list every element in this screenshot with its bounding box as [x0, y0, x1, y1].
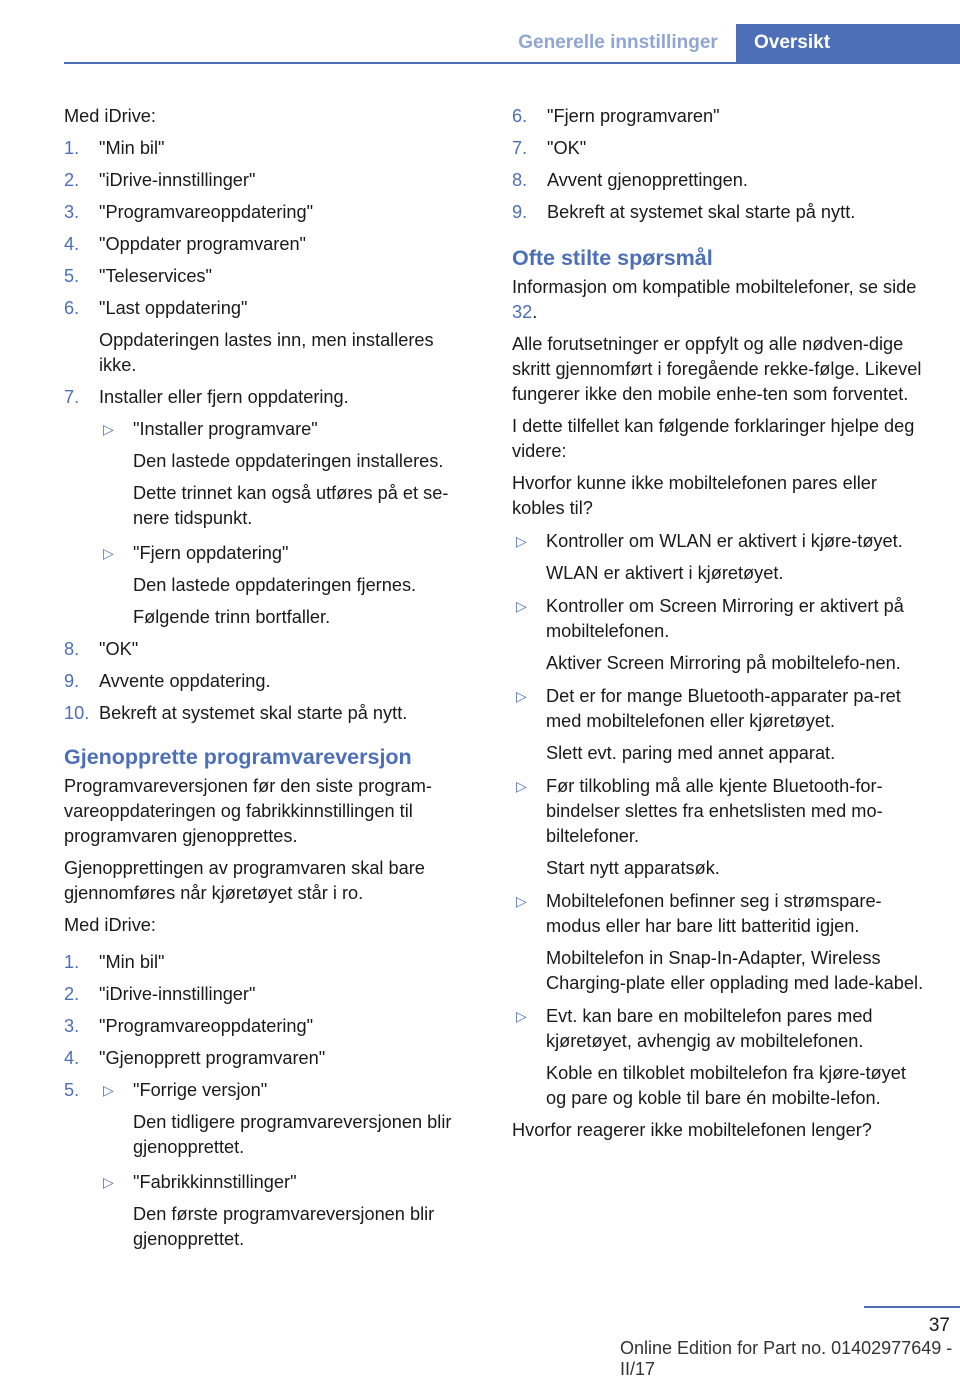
question-text: Hvorfor kunne ikke mobiltelefonen pares eller kobles til?	[512, 473, 877, 518]
edition-line: Online Edition for Part no. 01402977649 - II/17	[620, 1338, 953, 1379]
triangle-bullet-icon: ▷	[516, 778, 527, 794]
step-number: 9.	[64, 671, 80, 691]
paragraph: I dette tilfellet kan følgende forklaringer hjelpe deg videre:	[512, 416, 915, 461]
intro-text: Med iDrive:	[64, 915, 156, 935]
triangle-bullet-icon: ▷	[103, 421, 114, 437]
bullet-text: Kontroller om Screen Mirroring er aktivert på mobiltelefonen.	[546, 596, 904, 641]
step-number: 8.	[64, 639, 80, 659]
step-number: 5.	[64, 266, 80, 286]
paragraph: Gjenopprettingen av programvaren skal bare gjennomføres når kjøretøyet står i ro.	[64, 858, 425, 903]
list-item	[64, 669, 476, 694]
step-text: "Last oppdatering"	[99, 298, 248, 318]
step-text: "Programvareoppdatering"	[99, 202, 314, 222]
section-heading: Gjenopprette programvareversjon	[64, 745, 412, 769]
bullet-item	[512, 684, 924, 766]
bullet-item	[512, 529, 924, 586]
update-steps-list	[64, 136, 476, 726]
step-number: 9.	[512, 202, 528, 222]
bullet-item	[512, 774, 924, 881]
step-note: Oppdateringen lastes inn, men installeres ikke.	[99, 330, 434, 375]
step-text: "Oppdater programvaren"	[99, 234, 307, 254]
list-item	[512, 200, 924, 225]
bullet-item	[99, 1170, 476, 1252]
right-column	[512, 104, 924, 1150]
step-number: 6.	[64, 298, 80, 318]
bullet-text: Det er for mange Bluetooth-apparater pa-ret med mobiltelefonen eller kjøretøyet.	[546, 686, 901, 731]
paragraph: Programvareversjonen før den siste program-vareoppdateringen og fabrikkinnstillingen til programvaren gjenopprettes.	[64, 776, 432, 846]
step-number: 3.	[64, 202, 80, 222]
footer-rule	[864, 1306, 960, 1308]
bullet-note: Den første programvareversjonen blir gjenopprettet.	[133, 1204, 435, 1249]
bullet-text: Evt. kan bare en mobiltelefon pares med kjøretøyet, avhengig av mobiltelefonen.	[546, 1006, 873, 1051]
list-item	[64, 264, 476, 289]
bullet-item	[99, 1078, 476, 1160]
step-text: "Min bil"	[99, 952, 165, 972]
step-text: "Min bil"	[99, 138, 165, 158]
header-section-label: Generelle innstillinger	[518, 32, 718, 53]
list-item	[64, 1078, 476, 1252]
bullet-note: Den lastede oppdateringen fjernes.	[133, 575, 417, 595]
triangle-bullet-icon: ▷	[103, 1082, 114, 1098]
section-heading: Ofte stilte spørsmål	[512, 246, 713, 270]
triangle-bullet-icon: ▷	[516, 688, 527, 704]
bullet-item	[99, 541, 476, 630]
triangle-bullet-icon: ▷	[516, 533, 527, 549]
triangle-bullet-icon: ▷	[516, 598, 527, 614]
list-item	[64, 136, 476, 161]
restore-steps-continued	[512, 104, 924, 225]
bullet-text: Mobiltelefonen befinner seg i strømspare-modus eller har bare litt batteritid igjen.	[546, 891, 882, 936]
bullet-item	[512, 1004, 924, 1111]
bullet-item	[512, 889, 924, 996]
list-item	[64, 950, 476, 975]
step-text: "iDrive-innstillinger"	[99, 170, 256, 190]
page-reference-link[interactable]: 32	[512, 302, 533, 322]
step-number: 1.	[64, 952, 80, 972]
triangle-bullet-icon: ▷	[516, 893, 527, 909]
header-rule	[64, 62, 960, 64]
left-column	[64, 104, 476, 1259]
step-number: 7.	[64, 387, 80, 407]
list-item	[64, 1014, 476, 1039]
bullet-text: "Installer programvare"	[133, 419, 318, 439]
list-item	[512, 104, 924, 129]
step-text: "Teleservices"	[99, 266, 212, 286]
step-text: "Gjenopprett programvaren"	[99, 1048, 326, 1068]
troubleshooting-list	[512, 529, 924, 1111]
bullet-note: Dette trinnet kan også utføres på et se-nere tidspunkt.	[133, 483, 449, 528]
paragraph	[512, 275, 924, 325]
list-item	[64, 701, 476, 726]
list-item	[64, 296, 476, 378]
step-number: 1.	[64, 138, 80, 158]
triangle-bullet-icon: ▷	[103, 1174, 114, 1190]
paragraph-text: Informasjon om kompatible mobiltelefoner, se side	[512, 277, 917, 297]
step-text: Bekreft at systemet skal starte på nytt.	[547, 202, 856, 222]
list-item	[64, 385, 476, 630]
step-text: "iDrive-innstillinger"	[99, 984, 256, 1004]
bullet-text: "Fabrikkinnstillinger"	[133, 1172, 297, 1192]
bullet-note: WLAN er aktivert i kjøretøyet.	[546, 563, 784, 583]
triangle-bullet-icon: ▷	[516, 1008, 527, 1024]
paragraph: Alle forutsetninger er oppfylt og alle nødven-dige skritt gjennomført i foregående rekke-følge. Likevel fungerer ikke den mobile enhe-ten som forventet.	[512, 334, 922, 404]
triangle-bullet-icon: ▷	[103, 545, 114, 561]
step-text: Avvente oppdatering.	[99, 671, 271, 691]
step-text: "Programvareoppdatering"	[99, 1016, 314, 1036]
step-text: "OK"	[547, 138, 587, 158]
bullet-note: Start nytt apparatsøk.	[546, 858, 720, 878]
bullet-text: Kontroller om WLAN er aktivert i kjøre-tøyet.	[546, 531, 903, 551]
list-item	[512, 168, 924, 193]
bullet-text: "Forrige versjon"	[133, 1080, 268, 1100]
bullet-text: Før tilkobling må alle kjente Bluetooth-for-bindelser slettes fra enhetslisten med mo-biltelefoner.	[546, 776, 883, 846]
bullet-note: Den lastede oppdateringen installeres.	[133, 451, 444, 471]
bullet-note: Koble en tilkoblet mobiltelefon fra kjøre-tøyet og pare og koble til bare én mobilte-lefon.	[546, 1063, 906, 1108]
step-text: "OK"	[99, 639, 139, 659]
step-number: 5.	[64, 1080, 80, 1100]
bullet-note: Den tidligere programvareversjonen blir gjenopprettet.	[133, 1112, 452, 1157]
restore-steps-list	[64, 950, 476, 1252]
list-item	[512, 136, 924, 161]
bullet-note: Følgende trinn bortfaller.	[133, 607, 331, 627]
bullet-text: "Fjern oppdatering"	[133, 543, 289, 563]
step-number: 7.	[512, 138, 528, 158]
intro-text: Med iDrive:	[64, 106, 156, 126]
step-text: Avvent gjenopprettingen.	[547, 170, 748, 190]
list-item	[64, 1046, 476, 1071]
step-text: "Fjern programvaren"	[547, 106, 720, 126]
list-item	[64, 637, 476, 662]
page-number: 37	[928, 1315, 950, 1336]
step-number: 4.	[64, 1048, 80, 1068]
header-chapter-tab: Oversikt	[736, 24, 960, 62]
list-item	[64, 232, 476, 257]
step-number: 2.	[64, 984, 80, 1004]
question-text: Hvorfor reagerer ikke mobiltelefonen lenger?	[512, 1120, 872, 1140]
list-item	[64, 168, 476, 193]
list-item	[64, 200, 476, 225]
list-item	[64, 982, 476, 1007]
step-text: Installer eller fjern oppdatering.	[99, 387, 349, 407]
step-number: 6.	[512, 106, 528, 126]
paragraph-text: .	[532, 302, 538, 322]
step-number: 10.	[64, 703, 90, 723]
step-number: 8.	[512, 170, 528, 190]
bullet-note: Mobiltelefon in Snap-In-Adapter, Wireless Charging-plate eller opplading med lade-kabel.	[546, 948, 924, 993]
bullet-item	[99, 417, 476, 531]
bullet-note: Aktiver Screen Mirroring på mobiltelefo-nen.	[546, 653, 901, 673]
bullet-item	[512, 594, 924, 676]
step-number: 4.	[64, 234, 80, 254]
step-number: 2.	[64, 170, 80, 190]
step-number: 3.	[64, 1016, 80, 1036]
bullet-note: Slett evt. paring med annet apparat.	[546, 743, 836, 763]
step-text: Bekreft at systemet skal starte på nytt.	[99, 703, 408, 723]
